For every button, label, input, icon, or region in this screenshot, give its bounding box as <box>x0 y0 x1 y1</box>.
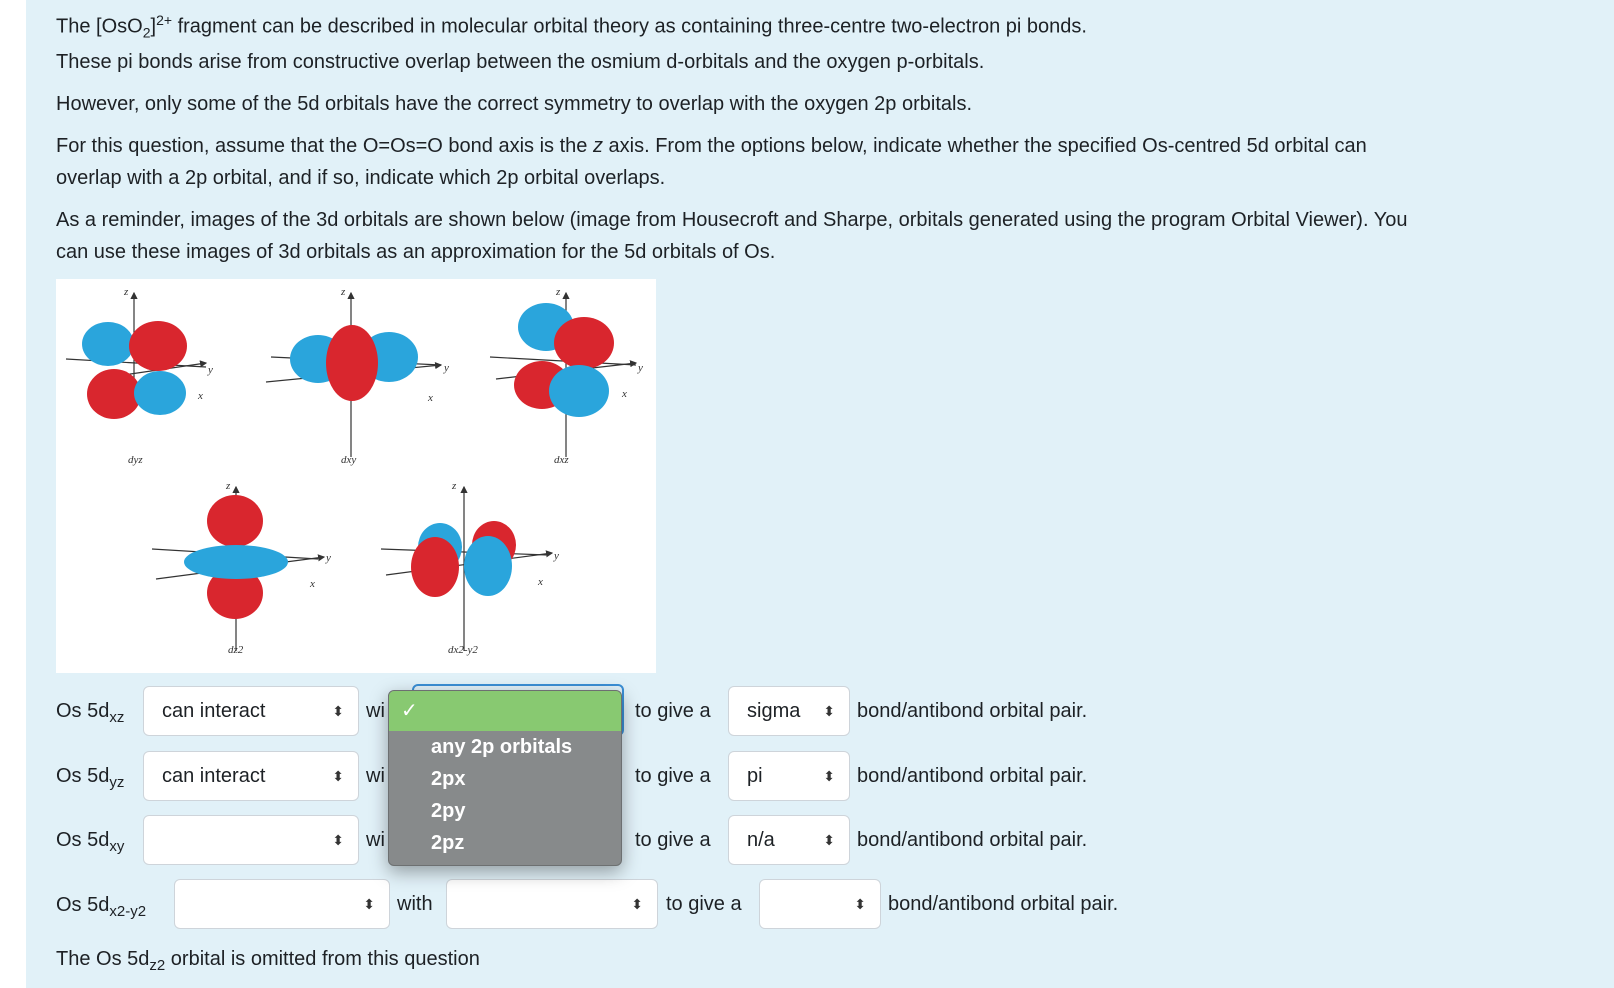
with-label: wi <box>366 765 385 787</box>
orbital-label-dyz: Os $5d_{yz}$ <box>56 765 125 791</box>
axis-y-label: y <box>208 364 213 376</box>
svg-text:y: y <box>554 550 559 562</box>
select-arrow-icon: ⬍ <box>332 703 344 719</box>
bond-type-select-dxy[interactable]: n/a ⬍ <box>728 815 850 865</box>
axis-z-label: z <box>124 286 129 298</box>
orbital-figure <box>56 279 656 673</box>
select-arrow-icon: ⬍ <box>823 768 835 784</box>
footer-note: The Os $5d_{z2}$ orbital is omitted from this question <box>56 948 480 974</box>
checkmark-icon: ✓ <box>401 700 418 722</box>
dropdown-option-2pz[interactable]: 2pz <box>431 832 465 854</box>
select-arrow-icon: ⬍ <box>332 832 344 848</box>
intro-paragraph-3: However, only some of the 5d orbitals have the correct symmetry to overlap with the oxygen 2p orbitals. <box>56 93 972 115</box>
select-arrow-icon: ⬍ <box>823 832 835 848</box>
to-give-label: to give a <box>635 829 711 851</box>
svg-text:x: x <box>310 578 315 590</box>
dropdown-option-2py[interactable]: 2py <box>431 800 466 822</box>
svg-text:z: z <box>556 286 561 298</box>
to-give-label: to give a <box>635 765 711 787</box>
dxz-label: dxz <box>554 454 569 466</box>
dropdown-option-blank[interactable] <box>389 691 621 731</box>
bond-type-select-dxz[interactable]: sigma ⬍ <box>728 686 850 736</box>
with-label: wi <box>366 829 385 851</box>
intro-paragraph-4: For this question, assume that the O=Os=O bond axis is the z axis. From the options below, indicate whether the specified Os-centred 5d orbital can overlap with a 2p orbital, and if so, indicate which 2p orbital overlaps. <box>56 135 1367 189</box>
to-give-label: to give a <box>635 700 711 722</box>
orbital-label-dxy: Os $5d_{xy}$ <box>56 829 125 855</box>
dx2-y2-label: dx2-y2 <box>448 644 478 656</box>
intro-paragraph-5: As a reminder, images of the 3d orbitals are shown below (image from Housecroft and Sharpe, orbitals generated using the program Orbital Viewer). You can use these images of 3d orbitals as an approximation for the 5d orbitals of Os. <box>56 209 1408 263</box>
orbital-dropdown-popup <box>388 690 622 866</box>
select-arrow-icon: ⬍ <box>332 768 344 784</box>
select-arrow-icon: ⬍ <box>631 896 643 912</box>
svg-text:x: x <box>622 388 627 400</box>
intro-paragraph-1: The $[OsO_2]^{2+}$ fragment can be described in molecular orbital theory as containing three-centre two-electron pi bonds. <box>56 12 1087 41</box>
orbital-label-dx2-y2: Os $5d_{x2-y2}$ <box>56 894 147 920</box>
svg-text:z: z <box>226 480 231 492</box>
bond-type-select-dx2-y2[interactable] <box>759 879 881 929</box>
with-label: with <box>397 893 433 915</box>
bond-type-select-dyz[interactable]: pi ⬍ <box>728 751 850 801</box>
svg-text:x: x <box>538 576 543 588</box>
dxy-label: dxy <box>341 454 357 466</box>
svg-text:z: z <box>452 480 457 492</box>
axis-x-label: x <box>198 390 203 402</box>
interact-select-dx2-y2[interactable] <box>174 879 390 929</box>
dyz-label: dyz <box>128 454 143 466</box>
svg-text:x: x <box>428 392 433 404</box>
dz2-label: dz2 <box>228 644 244 656</box>
suffix-label: bond/antibond orbital pair. <box>857 829 1088 851</box>
suffix-label: bond/antibond orbital pair. <box>857 700 1088 722</box>
select-arrow-icon: ⬍ <box>363 896 375 912</box>
svg-text:y: y <box>326 552 331 564</box>
dyz-orbital <box>66 286 213 466</box>
orbital-label-dxz: Os $5d_{xz}$ <box>56 700 125 726</box>
interact-select-dxy[interactable] <box>143 815 359 865</box>
svg-text:y: y <box>444 362 449 374</box>
dxy-orbital <box>266 286 449 466</box>
with-label: wi <box>366 700 385 722</box>
suffix-label: bond/antibond orbital pair. <box>888 893 1119 915</box>
select-arrow-icon: ⬍ <box>823 703 835 719</box>
select-arrow-icon: ⬍ <box>854 896 866 912</box>
orbital-diagram <box>56 279 656 673</box>
dropdown-option-any[interactable]: any 2p orbitals <box>431 736 573 758</box>
dz2-orbital <box>152 480 331 656</box>
intro-paragraph-2: These pi bonds arise from constructive overlap between the osmium d-orbitals and the oxygen p-orbitals. <box>56 51 985 73</box>
dx2-y2-orbital <box>381 480 559 656</box>
to-give-label: to give a <box>666 893 742 915</box>
interact-select-dxz[interactable]: can interact ⬍ <box>143 686 359 736</box>
dropdown-option-2px[interactable]: 2px <box>431 768 466 790</box>
svg-text:z: z <box>341 286 346 298</box>
svg-text:y: y <box>638 362 643 374</box>
dxz-orbital <box>490 286 643 466</box>
orbital-select-dx2-y2[interactable] <box>446 879 658 929</box>
interact-select-dyz[interactable]: can interact ⬍ <box>143 751 359 801</box>
suffix-label: bond/antibond orbital pair. <box>857 765 1088 787</box>
